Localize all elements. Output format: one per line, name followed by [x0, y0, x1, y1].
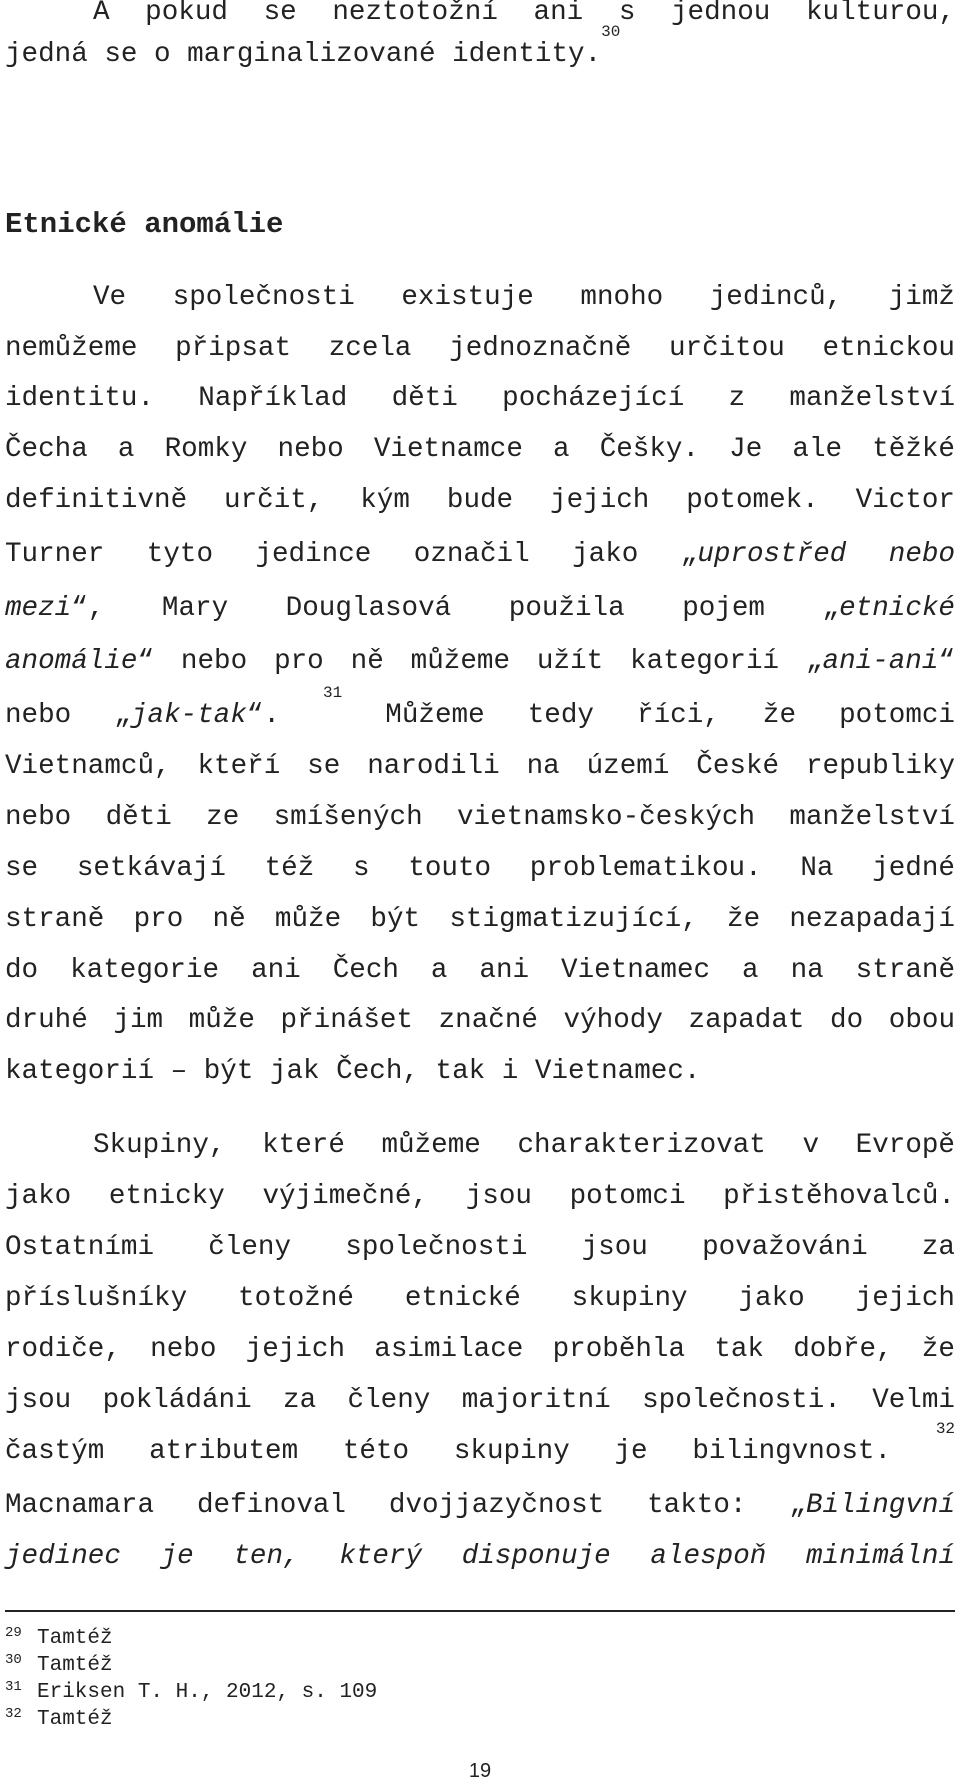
footnote-31: [5, 1680, 377, 1706]
footnote-number: 29: [5, 1625, 22, 1641]
text: “: [938, 646, 955, 677]
text: “ nebo pro ně můžeme užít kategorií „: [137, 646, 823, 677]
text: “.: [246, 700, 323, 731]
text: kategorií – být jak Čech, tak i Vietnamec.: [5, 1056, 701, 1087]
footnote-number: 31: [5, 1679, 22, 1695]
text: do kategorie ani Čech a ani Vietnamec a na straně: [5, 955, 955, 986]
footnote-text: Eriksen T. H., 2012, s. 109: [37, 1681, 378, 1704]
text: Ve společnosti existuje mnoho jedinců, jimž: [93, 282, 955, 313]
italic-text: Bilingvní: [805, 1490, 955, 1521]
p2-line-1: [93, 1129, 955, 1163]
text: nemůžeme připsat zcela jednoznačně určitou etnickou: [5, 333, 955, 364]
p1-line-1: [93, 281, 955, 315]
p1-line-4: [5, 433, 955, 467]
text: častým atributem této skupiny je bilingvnost.: [5, 1436, 892, 1467]
footnote-text: Tamtéž: [37, 1708, 113, 1731]
text: Skupiny, které můžeme charakterizovat v Evropě: [93, 1130, 955, 1161]
p2-line-7: [5, 1420, 956, 1469]
page-number: 19: [468, 1760, 492, 1782]
footnote-ref[interactable]: 32: [935, 1420, 956, 1438]
p1-line-8: [5, 645, 955, 679]
italic-text: anomálie: [5, 646, 138, 677]
italic-text: uprostřed nebo: [697, 539, 955, 570]
text: nebo děti ze smíšených vietnamsko-českých manželství: [5, 802, 955, 833]
p1-line-6: [5, 538, 955, 572]
footnote-number: 30: [5, 1652, 22, 1668]
italic-text: etnické: [839, 593, 955, 624]
italic-text: ani-ani: [822, 646, 939, 677]
footnote-separator: [5, 1610, 955, 1612]
text: definitivně určit, kým bude jejich potomek. Victor: [5, 485, 955, 516]
text: jako etnicky výjimečné, jsou potomci přistěhovalců.: [5, 1181, 955, 1212]
p1-line-10: [5, 750, 955, 784]
p2-line-3: [5, 1231, 955, 1265]
p2-line-4: [5, 1282, 955, 1316]
footnote-text: Tamtéž: [37, 1627, 113, 1650]
text: Ostatními členy společnosti jsou považováni za: [5, 1232, 955, 1263]
italic-text: jak-tak: [130, 700, 247, 731]
p1-line-9: [5, 684, 955, 733]
text: jsou pokládáni za členy majoritní společnosti. Velmi: [5, 1385, 955, 1416]
intro-line-2: [5, 23, 955, 72]
p1-line-14: [5, 954, 955, 988]
p1-line-15: [5, 1004, 955, 1038]
p1-line-12: [5, 852, 955, 886]
p1-line-13: [5, 903, 955, 937]
footnote-32: [5, 1707, 113, 1733]
p2-line-5: [5, 1333, 955, 1367]
p2-line-9: [5, 1540, 955, 1574]
text: “, Mary Douglasová použila pojem „: [71, 593, 840, 624]
text: Turner tyto jedince označil jako „: [5, 539, 698, 570]
text: jedná se o marginalizované identity.: [5, 39, 602, 70]
p1-line-11: [5, 801, 955, 835]
text: nebo „: [5, 700, 131, 731]
text: Vietnamců, kteří se narodili na území České republiky: [5, 751, 955, 782]
p2-line-2: [5, 1180, 955, 1214]
text: příslušníky totožné etnické skupiny jako jejich: [5, 1283, 955, 1314]
text: Macnamara definoval dvojjazyčnost takto: „: [5, 1490, 806, 1521]
footnote-number: 32: [5, 1706, 22, 1722]
p1-line-3: [5, 382, 955, 416]
italic-text: jedinec je ten, který disponuje alespoň minimální: [5, 1541, 955, 1572]
p2-line-6: [5, 1384, 955, 1418]
text: straně pro ně může být stigmatizující, že nezapadají: [5, 904, 955, 935]
p1-line-7: [5, 592, 955, 626]
section-heading: Etnické anomálie: [5, 208, 284, 241]
intro-line-1: [93, 0, 955, 30]
p1-line-2: [5, 332, 955, 366]
text: druhé jim může přinášet značné výhody zapadat do obou: [5, 1005, 955, 1036]
footnote-text: Tamtéž: [37, 1654, 113, 1677]
text: Můžeme tedy říci, že potomci: [342, 700, 955, 731]
text: se setkávají též s touto problematikou. Na jedné: [5, 853, 955, 884]
p1-line-16: [5, 1055, 955, 1089]
p2-line-8: [5, 1489, 955, 1523]
text: A pokud se neztotožní ani s jednou kulturou,: [93, 0, 955, 28]
p1-line-5: [5, 484, 955, 518]
italic-text: mezi: [5, 593, 72, 624]
text: identitu. Například děti pocházející z manželství: [5, 383, 955, 414]
footnote-ref[interactable]: 30: [601, 23, 621, 41]
text: Čecha a Romky nebo Vietnamce a Češky. Je ale těžké: [5, 434, 955, 465]
text: rodiče, nebo jejich asimilace proběhla tak dobře, že: [5, 1334, 955, 1365]
footnote-ref[interactable]: 31: [323, 684, 343, 702]
